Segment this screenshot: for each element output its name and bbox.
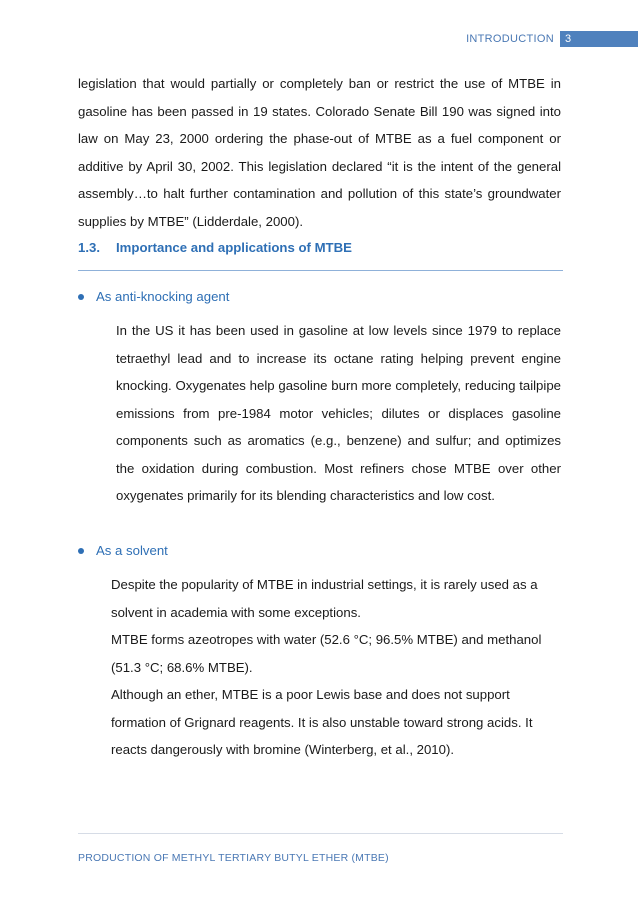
section-number: 1.3. [78, 240, 100, 255]
page-footer: PRODUCTION OF METHYL TERTIARY BUTYL ETHER (MTBE) [78, 852, 389, 864]
solvent-paragraph-1: Despite the popularity of MTBE in industrial settings, it is rarely used as a solvent in academia with some exceptions. [111, 577, 538, 620]
bullet-dot-icon [78, 548, 84, 554]
bullet-anti-knocking [78, 289, 229, 304]
header-title: INTRODUCTION [466, 33, 554, 45]
bullet-label: As anti-knocking agent [96, 289, 230, 304]
intro-paragraph: legislation that would partially or completely ban or restrict the use of MTBE in gasoline has been passed in 19 states. Colorado Senate Bill 190 was signed into law on May 23, 2000 ordering the phase-out of MTBE as a fuel component or additive by April 30, 2002. This legislation declared “it is the intent of the general assembly…to halt further contamination and pollution of this state’s groundwater supplies by MTBE” (Lidderdale, 2000). [78, 76, 561, 229]
page-number: 3 [560, 31, 638, 47]
page-header [466, 31, 638, 47]
section-heading [78, 240, 352, 255]
bullet-dot-icon [78, 294, 84, 300]
footer-divider [78, 833, 563, 834]
section-title: Importance and applications of MTBE [116, 240, 352, 255]
section-divider [78, 270, 563, 271]
bullet-solvent [78, 543, 168, 558]
bullet-label: As a solvent [96, 543, 168, 558]
solvent-paragraph-2: MTBE forms azeotropes with water (52.6 °C; 96.5% MTBE) and methanol (51.3 °C; 68.6% MTBE). [111, 632, 542, 675]
anti-knocking-paragraph: In the US it has been used in gasoline at low levels since 1979 to replace tetraethyl lead and to increase its octane rating helping prevent engine knocking. Oxygenates help gasoline burn more completely, reducing tailpipe emissions from pre-1984 motor vehicles; dilutes or displaces gasoline components such as aromatics (e.g., benzene) and sulfur; and optimizes the oxidation during combustion. Most refiners chose MTBE over other oxygenates primarily for its blending characteristics and low cost. [116, 323, 561, 503]
solvent-paragraph-3: Although an ether, MTBE is a poor Lewis base and does not support formation of Grignard reagents. It is also unstable toward strong acids. It reacts dangerously with bromine (Winterberg, et al., 2010). [111, 687, 533, 757]
